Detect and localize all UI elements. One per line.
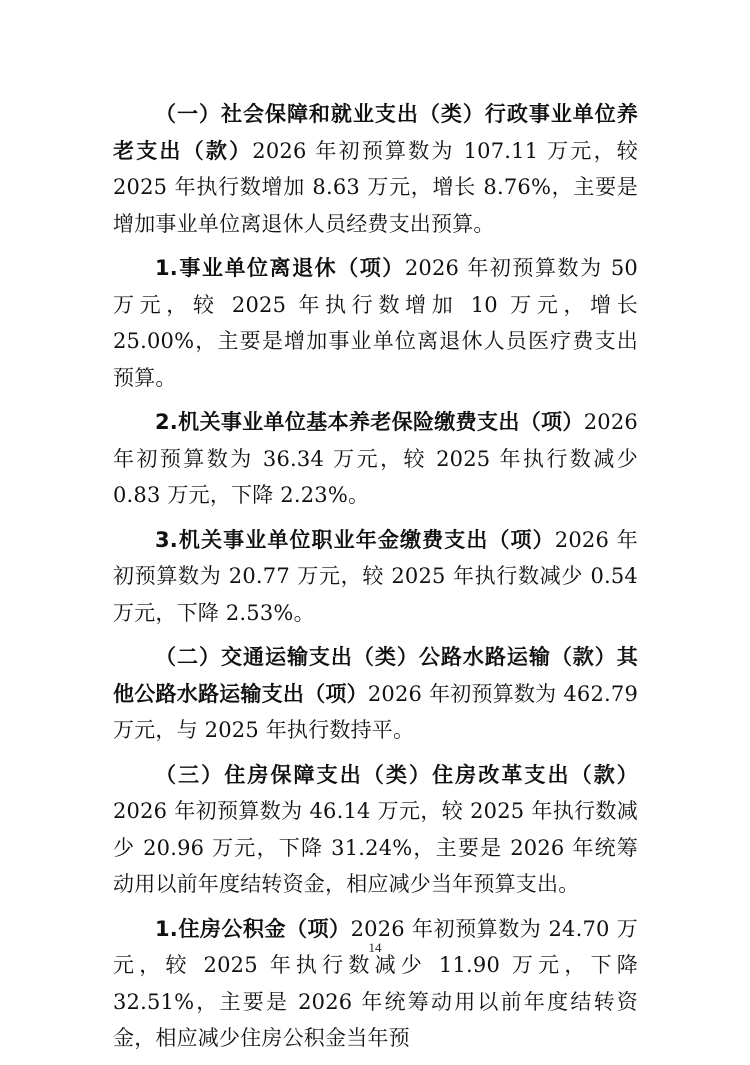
- paragraph-retirement: [113, 250, 638, 396]
- paragraph-transport: [113, 639, 638, 749]
- paragraph-social-security: [113, 96, 638, 242]
- paragraph-occupational-annuity: [113, 522, 638, 632]
- paragraph-text: 2026 年初预算数为 50 万元，较 2025 年执行数增加 10 万元，增长 25.00%，主要是增加事业单位离退休人员医疗费支出预算。: [113, 256, 638, 390]
- paragraph-housing: [113, 757, 638, 903]
- paragraph-heading: （一）社会保障和就业支出（类）行政事业单位养老支出（款）: [113, 102, 638, 163]
- paragraph-heading: （二）交通运输支出（类）公路水路运输（款）其他公路水路运输支出（项）: [113, 645, 638, 706]
- paragraph-heading: （三）住房保障支出（类）住房改革支出（款）: [155, 762, 638, 787]
- paragraph-text: 2026 年初预算数为 107.11 万元，较 2025 年执行数增加 8.63 万元，增长 8.76%，主要是增加事业单位离退休人员经费支出预算。: [113, 138, 638, 236]
- paragraph-heading: 2.机关事业单位基本养老保险缴费支出（项）: [155, 410, 584, 434]
- paragraph-text: 2026 年初预算数为 36.34 万元，较 2025 年执行数减少 0.83 万元，下降 2.23%。: [113, 410, 638, 507]
- paragraph-text: 2026 年初预算数为 462.79 万元，与 2025 年执行数持平。: [113, 681, 639, 742]
- paragraph-heading: 1.住房公积金（项）: [155, 916, 351, 941]
- paragraph-heading: 3.机关事业单位职业年金缴费支出（项）: [155, 527, 555, 552]
- paragraph-basic-pension: [113, 404, 638, 514]
- paragraph-housing-fund: [113, 911, 638, 1057]
- paragraph-heading: 1.事业单位离退休（项）: [155, 256, 405, 280]
- page-number: 14: [368, 940, 382, 955]
- paragraph-text: 2026 年初预算数为 20.77 万元，较 2025 年执行数减少 0.54 万元，下降 2.53%。: [113, 527, 638, 625]
- document-body: [113, 96, 638, 1065]
- paragraph-text: 2026 年初预算数为 46.14 万元，较 2025 年执行数减少 20.96 万元，下降 31.24%，主要是 2026 年统筹动用以前年度结转资金，相应减少当年预算支出。: [113, 799, 638, 896]
- paragraph-text: 2026 年初预算数为 24.70 万元，较 2025 年执行数减少 11.90 万元，下降 32.51%，主要是 2026 年统筹动用以前年度结转资金，相应减少住房公积金当年预: [113, 916, 639, 1050]
